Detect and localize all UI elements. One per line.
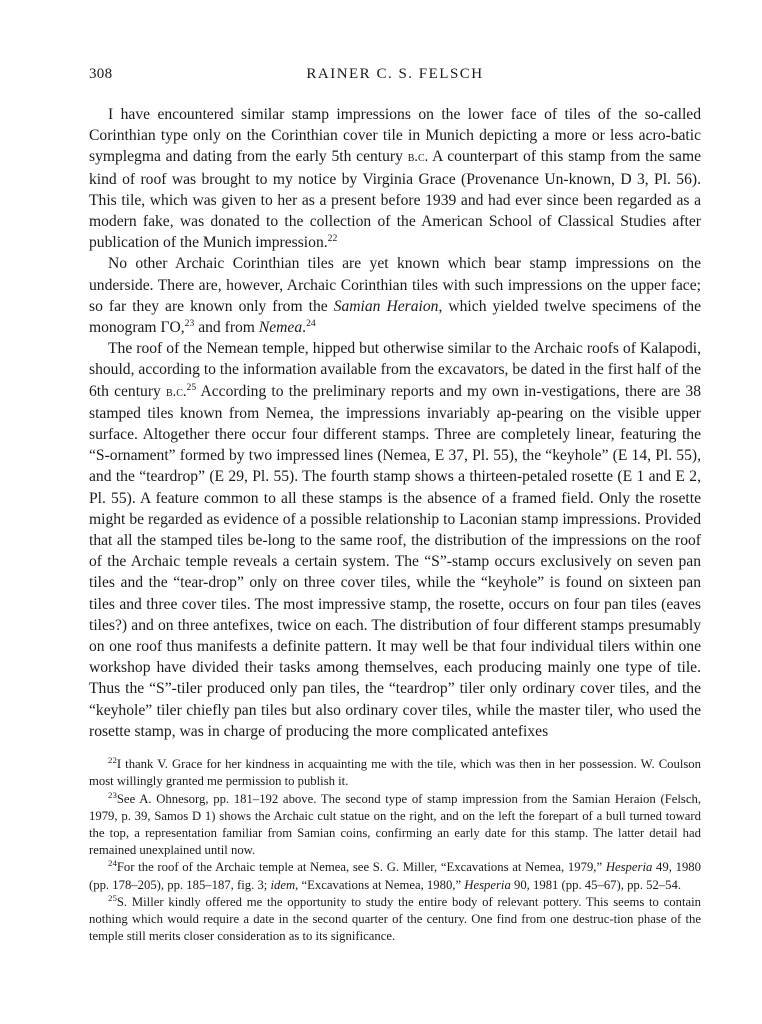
footnote [89,859,701,893]
footnote-text: I thank V. Grace for her kindness in acquainting me with the tile, which was then in her possession. W. Coulson most willingly granted me permission to publish it. [89,757,701,789]
page [89,66,701,945]
footnote-text: For the roof of the Archaic temple at Nemea, see S. G. Miller, “Excavations at Nemea, 1979,” [116,860,606,875]
footnote [89,756,701,790]
text-run: No other Archaic Corinthian tiles are yet known which bear stamp impressions on the underside. There are, however, Archaic Corinthian tiles with such impressions on the upper face; so far they are known only from the [89,255,701,315]
paragraph [89,338,701,742]
footnote-text: S. Miller kindly offered me the opportunity to study the entire body of relevant pottery. This seems to contain nothing which would require a date in the second quarter of the century. One find from one destruc-tion phase of the temple still merits closer consideration as to its significance. [89,894,701,944]
text-run: . [302,319,307,337]
monogram-glyph: ΓΟ [160,319,181,337]
italic-term: Nemea [258,319,303,337]
footnote-ref: 22 [327,233,338,245]
era-abbreviation: b.c. [407,149,429,166]
italic-term: idem [270,877,296,892]
text-run: The roof of the Nemean temple, hipped but otherwise similar to the Archaic roofs of Kalapodi, should, according to the information available from the excavators, be dated in the first half of the 6th century [89,340,701,400]
footnote-number: 24 [108,858,117,869]
text-run: I have encountered similar stamp impressions on the lower face of tiles of the so-called Corinthian type only on the Corinthian cover tile in Munich depicting a more or less acro-batic symplegma and dating from the early 5th century [89,106,701,166]
italic-term: Samian Heraion [333,297,439,315]
text-run: , which yielded twelve specimens of the monogram [89,297,702,337]
journal-title: Hesperia [605,860,653,875]
main-text [89,104,701,742]
era-abbreviation: b.c. [166,383,187,400]
page-number: 308 [89,66,113,82]
footnote-text: See A. Ohnesorg, pp. 181–192 above. The second type of stamp impression from the Samian Heraion (Felsch, 1979, p. 39, Samos D 1) shows the Archaic cult statue on the right, and on the left the forepart of a bull turned toward the top, a representation familiar from Samian coins, confirming an early date for this stamp. The latter detail had remained unexplained until now. [89,791,701,858]
text-run: , [180,319,185,337]
footnote-number: 22 [108,754,117,765]
footnote-ref: 24 [306,317,316,329]
paragraph [89,104,701,253]
footnote [89,894,701,946]
running-header [89,66,701,88]
footnotes [89,756,701,945]
footnote-ref: 25 [186,381,197,393]
footnote-text: 90, 1981 (pp. 45–67), pp. 52–54. [510,877,682,892]
paragraph [89,253,701,338]
footnote-text: , “Excavations at Nemea, 1980,” [295,877,465,892]
text-run: A counterpart of this stamp from the same kind of roof was brought to my notice by Virginia Grace (Provenance Un-known, D 3, Pl. 56). This tile, which was given to her as a present before 1939 and had ever since been regarded as a modern fake, was donated to the collection of the American School of Classical Studies after publication of the Munich impression. [89,148,701,252]
footnote-text: 49, 1980 (pp. 178–205), pp. 185–187, fig. 3; [89,860,701,892]
footnote-number: 25 [108,892,117,903]
journal-title: Hesperia [464,877,511,892]
footnote [89,791,701,860]
footnote-number: 23 [108,789,117,800]
running-head-author: RAINER C. S. FELSCH [306,66,484,82]
footnote-ref: 23 [184,317,195,329]
text-run: According to the preliminary reports and my own in-vestigations, there are 38 stamped tiles known from Nemea, the impressions invariably ap-pearing on the visible upper surface. Altogether there occur four different stamps. Three are completely linear, featuring the “S-ornament” formed by two impressed lines (Nemea, E 37, Pl. 55), the “keyhole” (E 14, Pl. 55), and the “teardrop” (E 29, Pl. 55). The fourth stamp shows a thirteen-petaled rosette (E 1 and E 2, Pl. 55). A feature common to all these stamps is the absence of a framed field. Only the rosette might be regarded as evidence of a possible relationship to Laconian stamp impressions. Provided that all the stamped tiles be-long to the same roof, the distribution of the impressions on the roof of the Archaic temple reveals a certain system. The “S”-stamp occurs exclusively on seven pan tiles and the “tear-drop” only on three cover tiles, while the “keyhole” is found on sixteen pan tiles and three cover tiles. The most impressive stamp, the rosette, occurs on four pan tiles (eaves tiles?) and on three antefixes, twice on each. The distribution of four different stamps presumably on one roof thus manifests a definite pattern. It may well be that four individual tilers within one workshop have divided their tasks among themselves, each producing mainly one type of tile. Thus the “S”-tiler produced only pan tiles, the “teardrop” tiler only ordinary cover tiles, and the “keyhole” tiler chiefly pan tiles but also ordinary cover tiles, while the master tiler, who used the rosette stamp, was in charge of producing the more complicated antefixes [89,382,701,740]
text-run: and from [194,319,259,337]
